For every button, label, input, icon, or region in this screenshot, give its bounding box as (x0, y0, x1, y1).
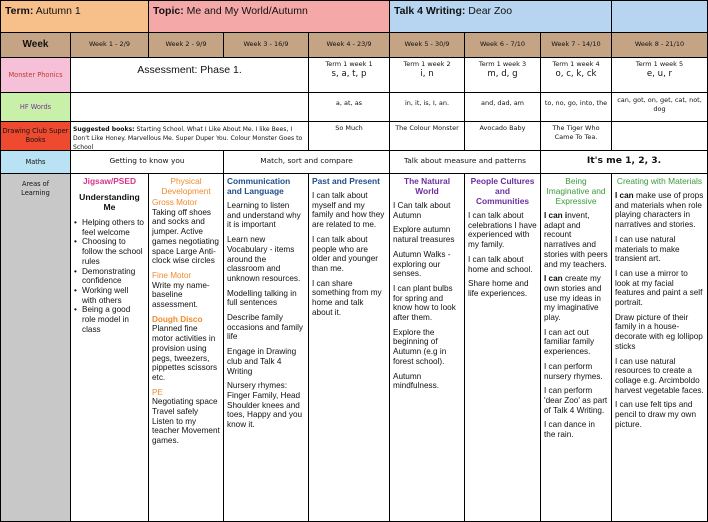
text-run: make use of props and materials when role playing characters in narratives and stories. (615, 191, 704, 230)
maths-block-1: Getting to know you (70, 150, 224, 174)
list-item: • Helping others to feel welcome (74, 218, 145, 237)
drawing-books (70, 121, 309, 151)
week-2: Week 2 - 9/9 (148, 32, 224, 58)
hf-week-6: and, dad, am (464, 92, 541, 122)
creating-materials-text: I can use felt tips and pencil to draw my own picture. (615, 400, 696, 429)
creating-materials-title: Creating with Materials (616, 176, 703, 186)
natural-world-column (389, 173, 465, 522)
phonics-term: Term 1 week 3 (478, 60, 527, 68)
drawing-week-4: So Much (308, 121, 390, 151)
phonics-label: Monster Phonics (0, 57, 71, 93)
creating-materials-text: I can use natural materials to make transient art. (615, 234, 680, 264)
natural-world-text: Autumn Walks - exploring our senses. (393, 249, 451, 279)
communication-text: Describe family occasions and family life (227, 313, 303, 342)
areas-label (0, 173, 71, 522)
being-imaginative-text: I can perform 'dear Zoo' as part of Talk 4 Writing. (544, 386, 608, 415)
week-3: Week 3 - 16/9 (223, 32, 309, 58)
natural-world-text: I can plant bulbs for spring and know how to look after them. (393, 283, 456, 323)
pe-text: Negotiating space Travel safely Listen to my teacher Movement games. (152, 397, 220, 446)
communication-text: Learning to listen and understand why it is important (227, 201, 301, 230)
natural-world-title: The Natural World (403, 176, 451, 196)
maths-block-2: Match, sort and compare (223, 150, 390, 174)
text-run: nvent, adapt and recount narratives and stories with peers and my teachers. (544, 211, 608, 269)
list-item: • Being a good role model in class (74, 305, 145, 334)
communication-text: Nursery rhymes: Finger Family, Head Shoulder knees and toes, Happy and you know it. (227, 381, 303, 430)
past-present-text: I can share something from my home and talk about it. (312, 278, 382, 317)
creating-materials-text (615, 191, 704, 230)
week-8: Week 8 - 21/10 (611, 32, 708, 58)
phonics-week-4 (308, 57, 390, 93)
natural-world-text: I Can talk about Autumn (393, 201, 451, 220)
people-cultures-text: Share home and life experiences. (468, 279, 529, 298)
past-present-text: I can talk about myself and my family and how they are related to me. (312, 191, 385, 230)
talk-value: Dear Zoo (468, 5, 513, 17)
text-run: create my own stories and use my ideas in my imaginative play. (544, 274, 602, 323)
term-cell (0, 0, 149, 33)
phonics-term: Term 1 week 4 (552, 60, 600, 68)
hf-blank (70, 92, 309, 122)
talk-label: Talk 4 Writing: (394, 5, 466, 17)
creating-materials-text: Draw picture of their family in a house- decorate with eg lollipop sticks (615, 312, 703, 351)
phonics-term: Term 1 week 2 (403, 60, 451, 68)
bold-prefix: I can (615, 191, 634, 200)
being-imaginative-column (540, 173, 612, 522)
natural-world-text: Explore autumn natural treasures (393, 225, 455, 245)
bold-prefix: I can (544, 274, 563, 284)
being-imaginative-text: I can perform nursery rhymes. (544, 361, 603, 381)
psed-title: Jigsaw/PSED (82, 176, 137, 186)
gross-motor-text: Taking off shoes and socks and jumper. Active games negotiating space Large Anti-clock wise circles (152, 207, 219, 266)
being-imaginative-text (544, 274, 608, 323)
week-5: Week 5 - 30/9 (389, 32, 465, 58)
phonics-sounds: s, a, t, p (331, 69, 367, 79)
communication-text: Learn new Vocabulary - items around the classroom and unknown resources. (227, 235, 301, 283)
psed-column (70, 173, 149, 522)
week-4: Week 4 - 23/9 (308, 32, 390, 58)
pe-heading: PE (152, 387, 163, 397)
phonics-week-7 (540, 57, 612, 93)
phonics-sounds: e, u, r (646, 69, 673, 79)
fine-motor-text: Write my name- baseline assessment. (152, 280, 210, 310)
creating-materials-text: I can use a mirror to look at my facial features and paint a self portrait. (615, 268, 703, 308)
past-present-column (308, 173, 390, 522)
areas-label-text: Areas of Learning (21, 180, 50, 197)
being-imaginative-text (544, 211, 608, 269)
phonics-term: Term 1 week 1 (325, 60, 373, 68)
list-item: • Choosing to follow the school rules (74, 237, 145, 266)
talk-cell (389, 0, 612, 33)
natural-world-text: Explore the beginning of Autumn (e.g in forest school). (393, 327, 447, 366)
physical-column (148, 173, 224, 522)
fine-motor-heading: Fine Motor (152, 270, 192, 280)
maths-block-4: It's me 1, 2, 3. (540, 150, 708, 174)
hf-week-8: can, got, on, get, cat, not, dog (611, 92, 708, 122)
people-cultures-column (464, 173, 541, 522)
phonics-assessment: Assessment: Phase 1. (70, 57, 309, 93)
natural-world-text: Autumn mindfulness. (393, 371, 439, 391)
topic-label: Topic: (153, 5, 184, 17)
creating-materials-text: I can use natural resources to create a collage e.g. Arcimboldo harvest vegetable faces. (615, 356, 704, 395)
creating-materials-column (611, 173, 708, 522)
bold-prefix: I can i (544, 211, 568, 220)
people-cultures-title: People Cultures and Communities (470, 176, 535, 206)
term-value: Autumn 1 (35, 5, 81, 17)
being-imaginative-text: I can dance in the rain. (544, 420, 595, 440)
communication-text: Engage in Drawing club and Talk 4 Writing (227, 347, 297, 376)
people-cultures-text: I can talk about celebrations I have experienced with my family. (468, 211, 537, 250)
physical-title: Physical Development (161, 176, 211, 196)
term-label: Term: (5, 5, 34, 17)
drawing-label: Drawing Club Super Books (0, 121, 71, 151)
gross-motor-heading: Gross Motor (152, 198, 198, 207)
week-1: Week 1 - 2/9 (70, 32, 149, 58)
people-cultures-text: I can talk about home and school. (468, 254, 533, 274)
being-imaginative-title: Being Imaginative and Expressive (546, 176, 606, 206)
dough-disco-heading: Dough Disco (152, 314, 203, 324)
list-item: • Working well with others (74, 286, 145, 305)
communication-text: Modelling talking in full sentences (227, 288, 297, 308)
hf-week-5: in, it, is, I, an. (389, 92, 465, 122)
hf-label: HF Words (0, 92, 71, 122)
maths-label: Maths (0, 150, 71, 174)
phonics-week-8 (611, 57, 708, 93)
phonics-sounds: m, d, g (487, 69, 518, 79)
maths-block-3: Talk about measure and patterns (389, 150, 541, 174)
hf-week-7: to, no, go, into, the (540, 92, 612, 122)
phonics-week-5 (389, 57, 465, 93)
phonics-term: Term 1 week 5 (635, 60, 684, 68)
drawing-week-6: Avocado Baby (464, 121, 541, 151)
psed-subtitle: Understanding Me (79, 192, 140, 212)
topic-value: Me and My World/Autumn (186, 5, 308, 17)
being-imaginative-text: I can act out familiar family experiences. (544, 327, 595, 357)
drawing-books-list: Starting School. What I Like About Me. I like Bees, I Don't Like Honey. Marvellous Me. Super Duper You. Colour Monster Goes to School (73, 126, 303, 151)
week-label: Week (0, 32, 71, 58)
week-6: Week 6 - 7/10 (464, 32, 541, 58)
header-blank (611, 0, 708, 33)
past-present-title: Past and Present (312, 176, 380, 186)
hf-week-4: a, at, as (308, 92, 390, 122)
drawing-week-8 (611, 121, 708, 151)
list-item: • Demonstrating confidence (74, 267, 145, 286)
drawing-week-7: The Tiger Who Came To Tea. (540, 121, 612, 151)
phonics-sounds: i, n (420, 69, 434, 79)
phonics-week-6 (464, 57, 541, 93)
psed-list (74, 218, 145, 334)
past-present-text: I can talk about people who are older and younger than me. (312, 234, 379, 273)
drawing-books-label: Suggested books: (73, 126, 135, 133)
dough-disco-text: Planned fine motor activities in provision using pegs, tweezers, pippettes scissors etc. (152, 324, 218, 382)
phonics-sounds: o, c, k, ck (555, 69, 597, 79)
communication-title: Communication and Language (227, 176, 291, 196)
drawing-week-5: The Colour Monster (389, 121, 465, 151)
communication-column (223, 173, 309, 522)
week-7: Week 7 - 14/10 (540, 32, 612, 58)
topic-cell (148, 0, 390, 33)
